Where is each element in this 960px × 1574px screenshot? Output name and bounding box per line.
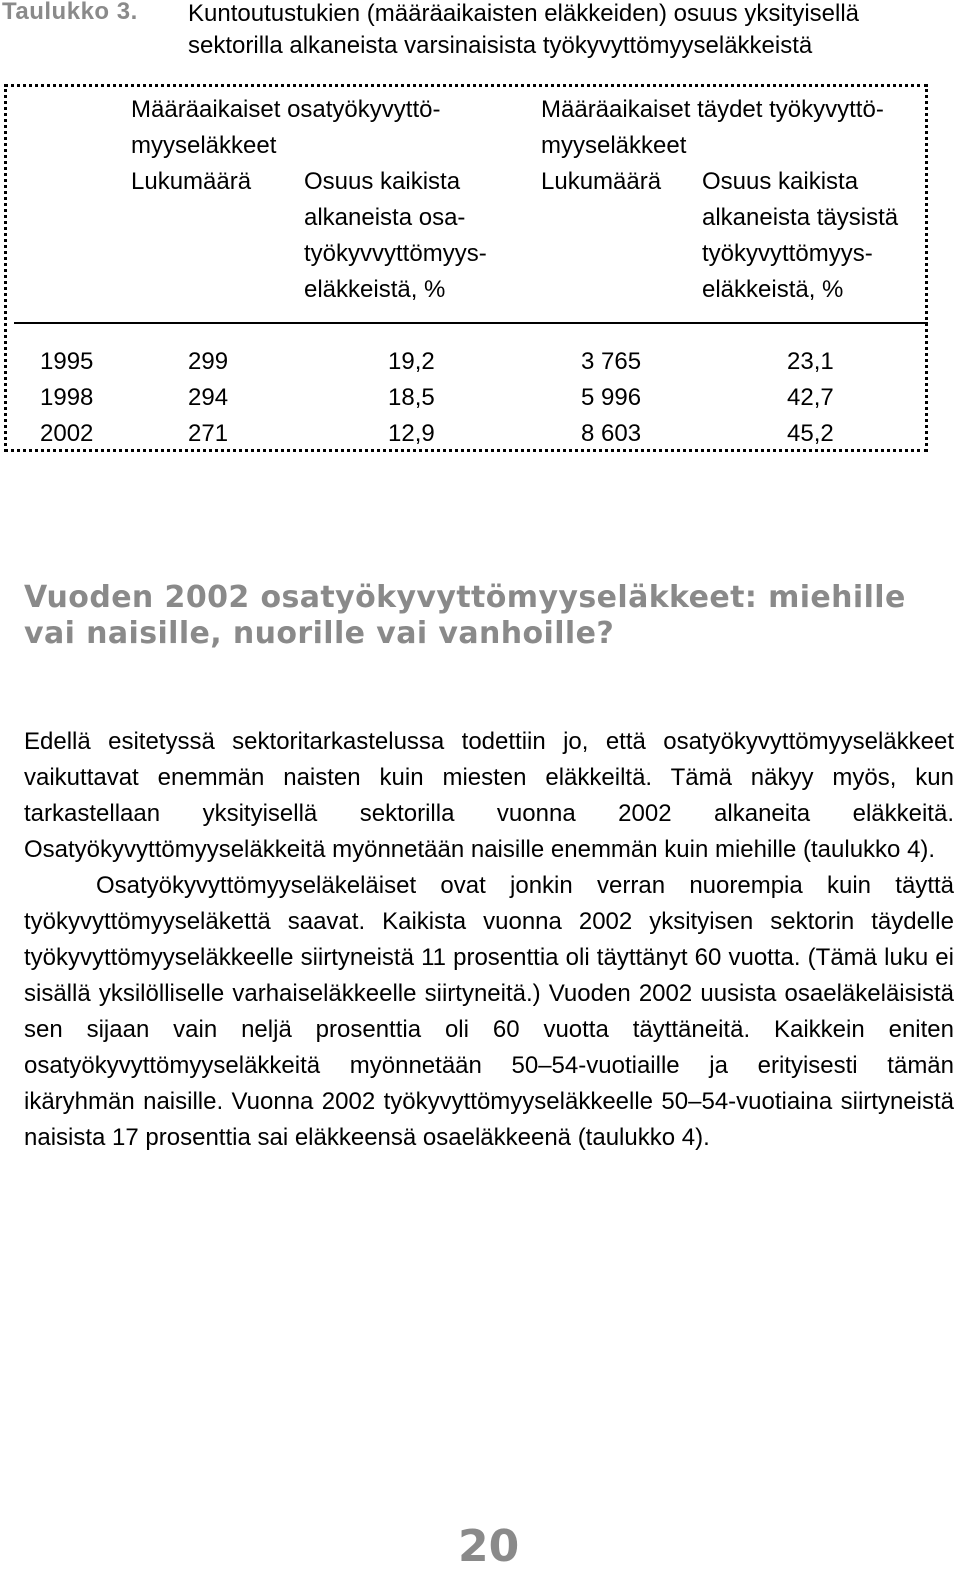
cell-year: 1998 xyxy=(40,384,94,411)
caption-title-line-2: sektorilla alkaneista varsinaisista työkyvyttömyyseläkkeistä xyxy=(188,32,813,59)
section-heading: Vuoden 2002 osatyökyvyttömyyseläkkeet: miehille vai naisille, nuorille vai vanhoille? xyxy=(24,580,906,651)
cell-share-partial: 18,5 xyxy=(388,384,435,411)
column-header-share-partial: Osuus kaikista alkaneista osa-työkyvvyttömyys-eläkkeistä, % xyxy=(304,168,487,303)
cell-count-full: 5 996 xyxy=(581,384,642,411)
paragraph: Edellä esitetyssä sektoritarkastelussa todettiin jo, että osatyökyvyttömyyseläkkeet vaikuttavat enemmän naisten kuin miesten eläkkeiltä. Tämä näkyy myös, kun tarkastellaan yksityisellä sektorilla vuonna 2002 alkaneita eläkkeitä. Osatyökyvyttömyyseläkkeitä myönnetään naisille enemmän kuin miehille (taulukko 4). xyxy=(24,728,954,863)
column-header-share-full: Osuus kaikista alkaneista täysistä työkyvyttömyys-eläkkeistä, % xyxy=(702,168,899,303)
column-group-header-partial: Määräaikaiset osatyökyvyttö-myyseläkkeet xyxy=(131,96,441,159)
cell-year: 1995 xyxy=(40,348,94,375)
body-text xyxy=(24,724,954,1156)
caption-label: Taulukko 3. xyxy=(2,0,138,25)
column-header-count-full: Lukumäärä xyxy=(541,168,662,195)
cell-count-partial: 271 xyxy=(188,420,229,447)
cell-share-full: 45,2 xyxy=(787,420,834,447)
paragraph: Osatyökyvyttömyyseläkeläiset ovat jonkin verran nuorempia kuin täyttä työkyvyttömyyseläkettä saavat. Kaikista vuonna 2002 yksityisen sektorin täydelle työkyvyttömyyseläkkeelle siirtyneistä 11 prosenttia oli täyttänyt 60 vuotta. (Tämä luku ei sisällä yksilölliselle varhaiseläkkeelle siirtyneitä.) Vuoden 2002 uusista osaeläkeläisistä sen sijaan vain neljä prosenttia oli 60 vuotta täyttäneitä. Kaikkein eniten osatyökyvyttömyyseläkkeitä myönnetään 50–54-vuotiaille ja erityisesti tämän ikäryhmän naisille. Vuonna 2002 työkyvyttömyyseläkkeelle 50–54-vuotiaina siirtyneistä naisista 17 prosenttia sai eläkkeensä osaeläkkeenä (taulukko 4). xyxy=(24,872,954,1151)
table-row xyxy=(0,344,960,380)
cell-share-full: 23,1 xyxy=(787,348,834,375)
cell-share-partial: 19,2 xyxy=(388,348,435,375)
cell-count-full: 8 603 xyxy=(581,420,642,447)
page-number: 20 xyxy=(458,1521,520,1572)
cell-count-partial: 299 xyxy=(188,348,229,375)
table-row xyxy=(0,416,960,452)
column-header-count-partial: Lukumäärä xyxy=(131,168,252,195)
cell-share-partial: 12,9 xyxy=(388,420,435,447)
cell-count-partial: 294 xyxy=(188,384,229,411)
header-rule xyxy=(14,322,928,324)
cell-share-full: 42,7 xyxy=(787,384,834,411)
column-group-header-full: Määräaikaiset täydet työkyvyttö-myyseläkkeet xyxy=(541,96,884,159)
table-row xyxy=(0,380,960,416)
cell-count-full: 3 765 xyxy=(581,348,642,375)
caption-title-line-1: Kuntoutustukien (määräaikaisten eläkkeiden) osuus yksityisellä xyxy=(188,0,860,27)
cell-year: 2002 xyxy=(40,420,94,447)
